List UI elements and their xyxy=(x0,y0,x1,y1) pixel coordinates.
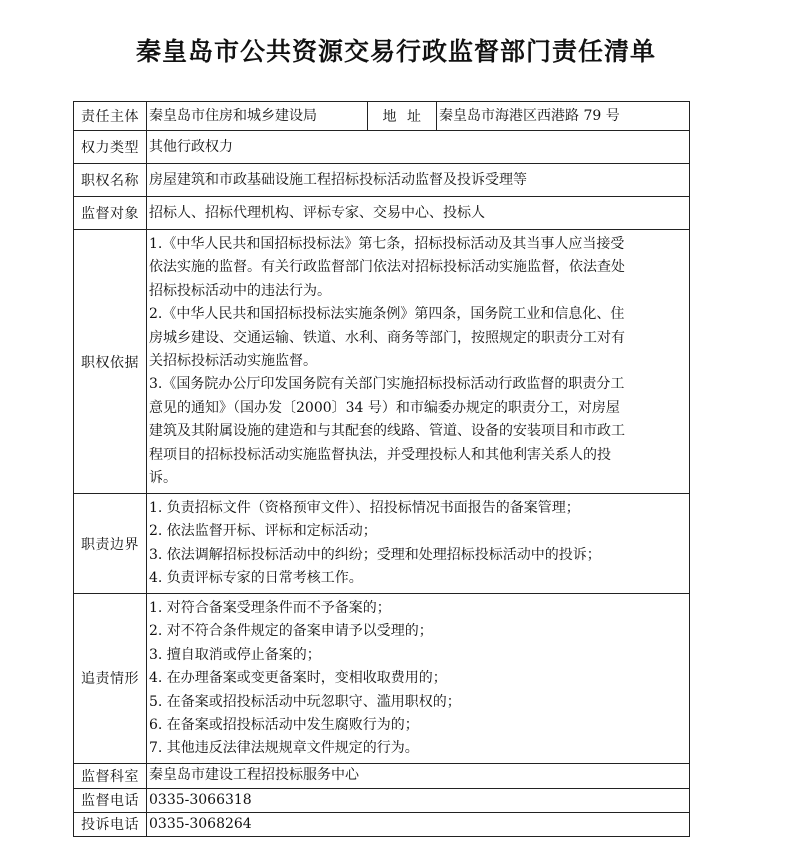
subject-label: 责任主体 xyxy=(74,102,147,131)
power-name-label: 职权名称 xyxy=(74,164,147,197)
basis-label: 职权依据 xyxy=(74,230,147,494)
basis-line: 3.《国务院办公厅印发国务院有关部门实施招标投标活动行政监督的职责分工 xyxy=(149,376,625,393)
row-office xyxy=(74,763,690,788)
basis-line: 1.《中华人民共和国招标投标法》第七条，招标投标活动及其当事人应当接受 xyxy=(149,236,625,252)
complaint-label: 投诉电话 xyxy=(74,812,147,836)
accountability-item: 1. 对符合备案受理条件而不予备案的； xyxy=(149,600,391,616)
accountability-value xyxy=(147,594,690,764)
row-basis xyxy=(74,230,690,494)
basis-line: 2.《中华人民共和国招标投标法实施条例》第四条，国务院工业和信息化、住 xyxy=(149,306,625,323)
power-type-label: 权力类型 xyxy=(74,131,147,164)
accountability-item: 6. 在备案或招投标活动中发生腐败行为的； xyxy=(149,717,419,734)
phone-value: 0335-3066318 xyxy=(147,788,690,812)
basis-line: 依法实施的监督。有关行政监督部门依法对招标投标活动实施监督，依法查处 xyxy=(149,259,625,276)
supervised-value: 招标人、招标代理机构、评标专家、交易中心、投标人 xyxy=(147,197,690,230)
row-accountability xyxy=(74,594,690,764)
basis-line: 关招标投标活动实施监督。 xyxy=(149,353,317,370)
office-value: 秦皇岛市建设工程招投标服务中心 xyxy=(147,763,690,788)
row-subject xyxy=(74,102,690,131)
supervised-label: 监督对象 xyxy=(74,197,147,230)
basis-line: 诉。 xyxy=(149,470,177,487)
power-name-value: 房屋建筑和市政基础设施工程招标投标活动监督及投诉受理等 xyxy=(147,164,690,197)
basis-line: 建筑及其附属设施的建造和与其配套的线路、管道、设备的安装项目和市政工 xyxy=(149,423,625,440)
row-phone xyxy=(74,788,690,812)
accountability-item: 5. 在备案或招投标活动中玩忽职守、滥用职权的； xyxy=(149,693,461,710)
accountability-item: 2. 对不符合条件规定的备案申请予以受理的； xyxy=(149,623,433,640)
row-complaint xyxy=(74,812,690,836)
subject-value: 秦皇岛市住房和城乡建设局 xyxy=(147,102,368,131)
boundary-item: 1. 负责招标文件（资格预审文件）、招投标情况书面报告的备案管理； xyxy=(149,500,580,516)
office-label: 监督科室 xyxy=(74,763,147,788)
row-supervised xyxy=(74,197,690,230)
boundary-value xyxy=(147,494,690,594)
row-boundary xyxy=(74,494,690,594)
phone-label: 监督电话 xyxy=(74,788,147,812)
page-title: 秦皇岛市公共资源交易行政监督部门责任清单 xyxy=(135,37,656,66)
accountability-item: 4. 在办理备案或变更备案时，变相收取费用的； xyxy=(149,670,447,687)
address-label: 地 址 xyxy=(368,102,437,131)
power-type-value: 其他行政权力 xyxy=(147,131,690,164)
boundary-label: 职责边界 xyxy=(74,494,147,594)
accountability-item: 7. 其他违反法律法规规章文件规定的行为。 xyxy=(149,740,419,757)
basis-value xyxy=(147,230,690,494)
boundary-item: 3. 依法调解招标投标活动中的纠纷；受理和处理招标投标活动中的投诉； xyxy=(149,546,601,563)
basis-line: 房城乡建设、交通运输、铁道、水利、商务等部门，按照规定的职责分工对有 xyxy=(149,329,625,346)
responsibility-table xyxy=(73,101,690,837)
boundary-item: 4. 负责评标专家的日常考核工作。 xyxy=(149,570,363,587)
complaint-value: 0335-3068264 xyxy=(147,812,690,836)
basis-line: 程项目的招标投标活动实施监督执法，并受理投标人和其他利害关系人的投 xyxy=(149,446,611,463)
accountability-item: 3. 擅自取消或停止备案的； xyxy=(149,646,321,663)
row-power-type xyxy=(74,131,690,164)
accountability-label: 追责情形 xyxy=(74,594,147,764)
basis-line: 意见的通知》（国办发〔2000〕34 号）和市编委办规定的职责分工，对房屋 xyxy=(149,399,620,416)
boundary-item: 2. 依法监督开标、评标和定标活动； xyxy=(149,523,377,540)
row-power-name xyxy=(74,164,690,197)
basis-line: 招标投标活动中的违法行为。 xyxy=(149,282,331,299)
address-value: 秦皇岛市海港区西港路 79 号 xyxy=(437,102,690,131)
